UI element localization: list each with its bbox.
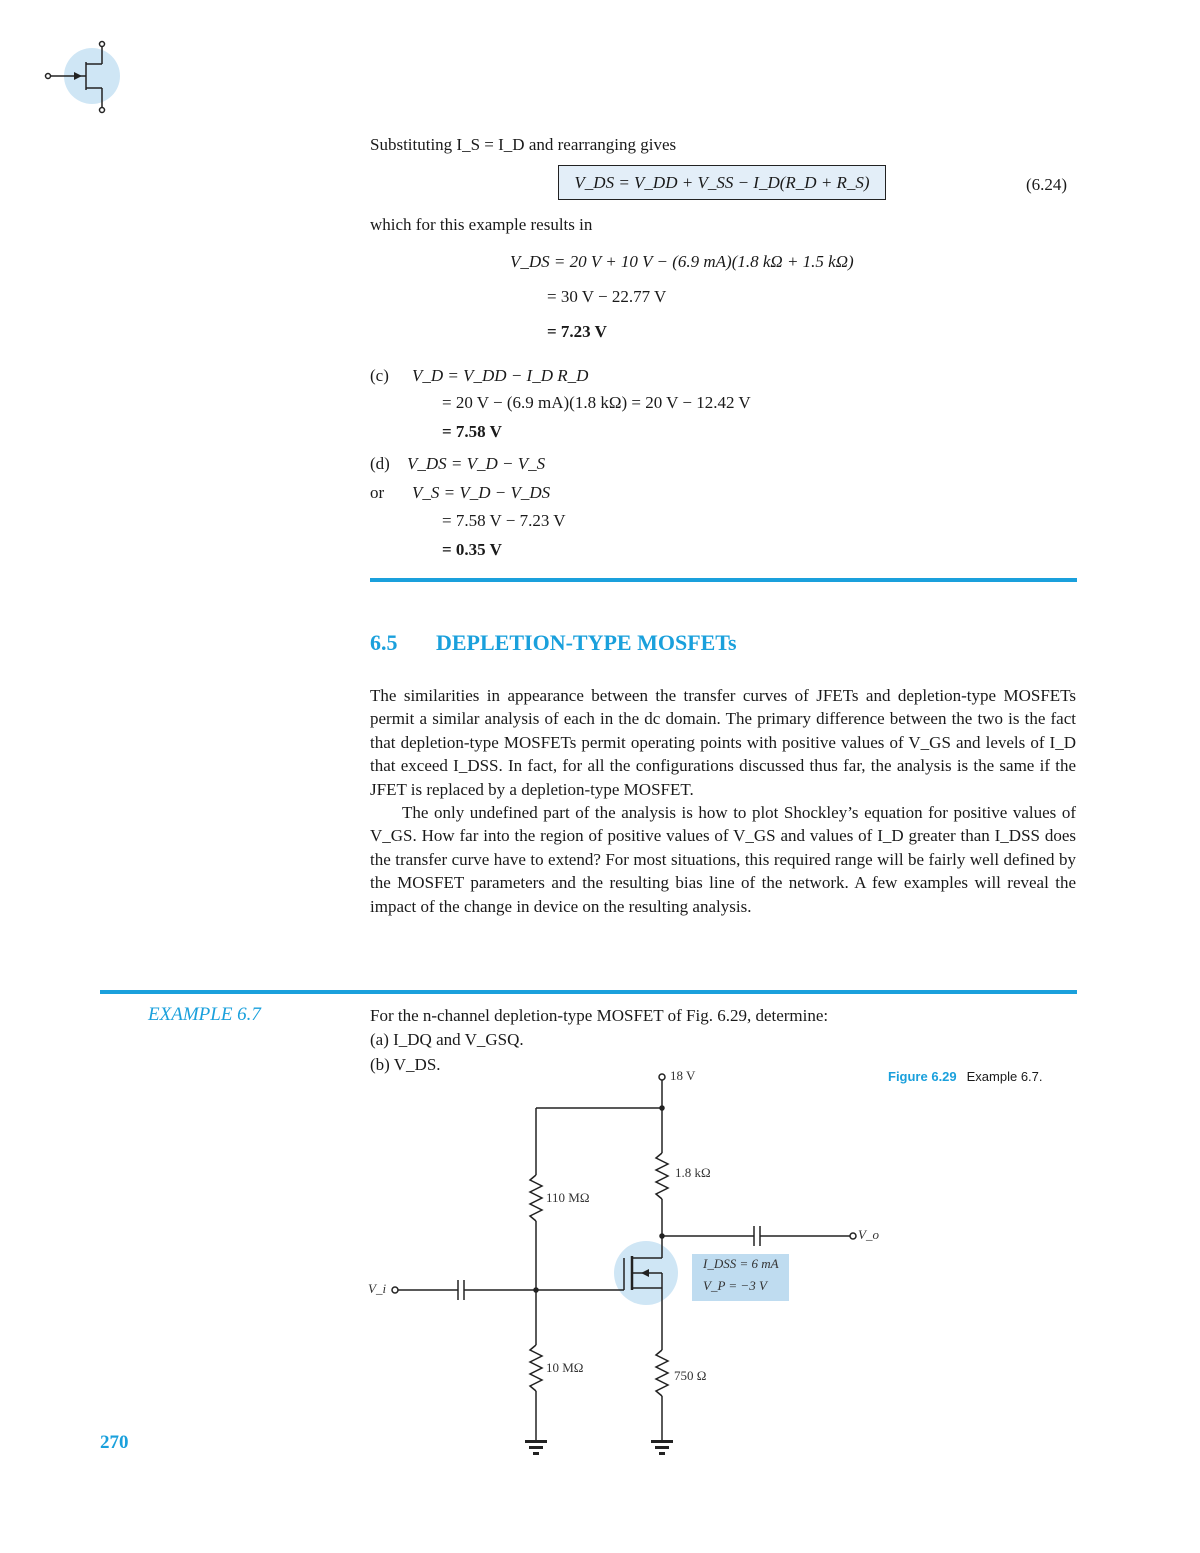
part-d-line-3: = 7.58 V − 7.23 V (442, 511, 566, 530)
rs-resistor (656, 1350, 668, 1396)
example-label: EXAMPLE 6.7 (148, 1004, 261, 1025)
r2-label: 10 MΩ (546, 1360, 584, 1375)
ground-symbols (525, 1440, 673, 1455)
part-d-label: (d) (370, 454, 390, 473)
section-paragraph-1: The similarities in appearance between the transfer curves of JFETs and depletion-type MOSFETs permit a similar analysis of each in the dc domain. The primary difference between the two is the fact that depletion-type MOSFETs permit operating points with positive values of V_GS and levels of I_D that exceed I_DSS. In fact, for all the configurations discussed thus far, the analysis is the same if the JFET is replaced by a depletion-type MOSFET. (370, 686, 1076, 799)
figure-caption-text: Example 6.7. (966, 1069, 1043, 1084)
equation-number: (6.24) (1026, 175, 1068, 194)
r2-resistor (530, 1345, 542, 1391)
part-c-label: (c) (370, 366, 389, 385)
part-d-or: or (370, 483, 385, 502)
page-number: 270 (100, 1432, 129, 1453)
output-terminal (850, 1233, 856, 1239)
part-c-line-1: V_D = V_DD − I_D R_D (412, 366, 589, 385)
example-prompt: For the n-channel depletion-type MOSFET of Fig. 6.29, determine: (370, 1006, 829, 1025)
section-title: DEPLETION-TYPE MOSFETs (436, 630, 737, 655)
vo-label: V_o (858, 1227, 879, 1242)
vds-calc-line-2: = 30 V − 22.77 V (547, 287, 667, 306)
example-intro-text: which for this example results in (370, 215, 593, 234)
section-number: 6.5 (370, 630, 398, 655)
idss-label: I_DSS = 6 mA (703, 1256, 779, 1271)
example-item-a: (a) I_DQ and V_GSQ. (370, 1030, 524, 1049)
input-terminal (392, 1287, 398, 1293)
intro-text: Substituting I_S = I_D and rearranging gives (370, 135, 677, 154)
rd-resistor (656, 1153, 668, 1199)
supply-terminal (659, 1074, 665, 1080)
r1-label: 110 MΩ (546, 1190, 590, 1205)
rd-label: 1.8 kΩ (675, 1165, 711, 1180)
vp-label: V_P = −3 V (703, 1278, 767, 1293)
section-paragraph-2: The only undefined part of the analysis is how to plot Shockley’s equation for positive values of V_GS. How far into the region of positive values of V_GS and values of I_D greater than I_DSS does the transfer curve have to extend? For most situations, this required range will be fairly well defined by the MOSFET parameters and the resulting bias line of the network. A few examples will reveal the impact of the change in device on the resulting analysis. (370, 803, 1076, 916)
vi-label: V_i (368, 1281, 387, 1296)
supply-label: 18 V (670, 1068, 696, 1083)
r1-resistor (530, 1175, 542, 1221)
example-item-b: (b) V_DS. (370, 1055, 441, 1074)
part-d-line-1: V_DS = V_D − V_S (407, 454, 546, 473)
vds-calc-line-1: V_DS = 20 V + 10 V − (6.9 mA)(1.8 kΩ + 1.5 kΩ) (510, 252, 854, 271)
figure-label: Figure 6.29 (888, 1069, 957, 1084)
rs-label: 750 Ω (674, 1368, 707, 1383)
part-d-result: = 0.35 V (442, 540, 502, 559)
part-c-result: = 7.58 V (442, 422, 502, 441)
vds-result: = 7.23 V (547, 322, 607, 341)
equation-6-24-box: V_DS = V_DD + V_SS − I_D(R_D + R_S) (558, 165, 886, 200)
part-d-line-2: V_S = V_D − V_DS (412, 483, 551, 502)
part-c-line-2: = 20 V − (6.9 mA)(1.8 kΩ) = 20 V − 12.42 V (442, 393, 751, 412)
